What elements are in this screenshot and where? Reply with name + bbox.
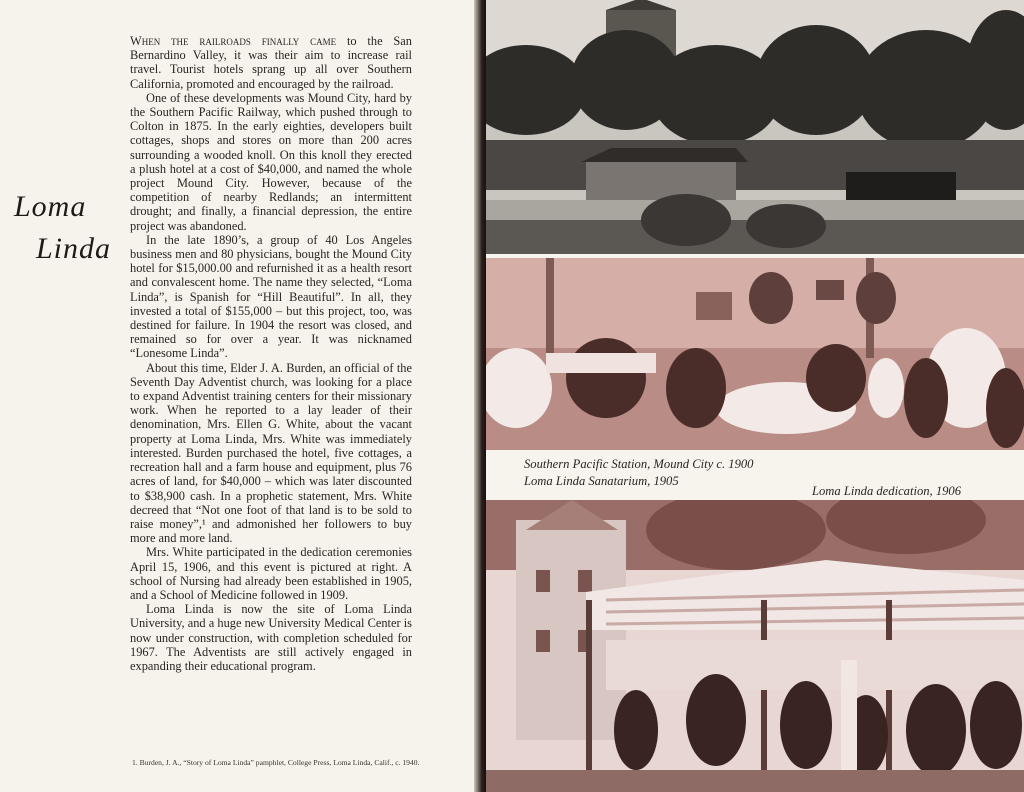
- station-photo: [486, 0, 1024, 254]
- article-body: [130, 34, 412, 673]
- paragraph-lead: When the railroads finally came: [130, 34, 337, 48]
- paragraph-text: to the San Bernardino Valley, it was their aim to increase rail travel. Tourist hotels sprang up all over Southern California, promoted and encouraged by the railroad.: [130, 34, 412, 91]
- paragraph-2: One of these developments was Mound City, hard by the Southern Pacific Railway, which pushed through to Colton in 1875. In the early eighties, developers built cottages, shops and stores on more than 200 acres surrounding a wooded knoll. On this knoll they erected a plush hotel at a cost of $40,000, and named the whole project Mound City. However, because of the competition of nearby Redlands; an intermittent drought; and finally, a financial depression, the entire project was abandoned.: [130, 90, 412, 233]
- sanatarium-photo-image: [486, 258, 1024, 450]
- paragraph-6: Loma Linda is now the site of Loma Linda University, and a huge new University Medical Center is now under construction, with completion scheduled for 1967. The Adventists are still actively engaged in expanding their educational program.: [130, 602, 412, 673]
- paragraph-4: About this time, Elder J. A. Burden, an official of the Seventh Day Adventist church, was looking for a place to expand Adventist training centers for their missionary work. When he reported to a lay leader of their denomination, Mrs. Ellen G. White, about the vacant property at Loma Linda, Mrs. White was immediately interested. Burden purchased the hotel, five cottages, a recreation hall and a farm house and equipment, plus 76 acres of land, for $40,000 – which was later discounted to $38,900 cash. In a prophetic statement, Mrs. White decreed that “Not one foot of that land is to be sold to raise money”,¹ and admonished her followers to buy more and more land.: [130, 360, 412, 546]
- side-title-line1: Loma: [14, 190, 87, 223]
- side-title-line2: Linda: [36, 232, 112, 265]
- paragraph-5: Mrs. White participated in the dedication ceremonies April 15, 1906, and this event is pictured at right. A school of Nursing had already been established in 1905, and a School of Medicine followed in 1909.: [130, 545, 412, 602]
- caption-station: Southern Pacific Station, Mound City c. 1900: [524, 457, 754, 471]
- caption-dedication: Loma Linda dedication, 1906: [812, 484, 962, 498]
- station-photo-image: [486, 0, 1024, 254]
- footnote: 1. Burden, J. A., “Story of Loma Linda” pamphlet, College Press, Loma Linda, Calif., c. 1940.: [132, 758, 420, 767]
- paragraph-1: [130, 34, 412, 91]
- sanatarium-photo: [486, 258, 1024, 450]
- dedication-photo: [486, 500, 1024, 792]
- dedication-photo-image: [486, 500, 1024, 792]
- caption-sanatarium: Loma Linda Sanatarium, 1905: [524, 474, 679, 488]
- paragraph-3: In the late 1890’s, a group of 40 Los Angeles business men and 80 physicians, bought the Mound City hotel for $15,000.00 and refurnished it as a health resort and convalescent home. The name they selected, “Loma Linda”, is Spanish for “Hill Beautiful”. In all, they invested a total of $155,000 – but this project, too, was destined for failure. In 1904 the resort was closed, and remained so for over a year. It was nicknamed “Lonesome Linda”.: [130, 232, 412, 361]
